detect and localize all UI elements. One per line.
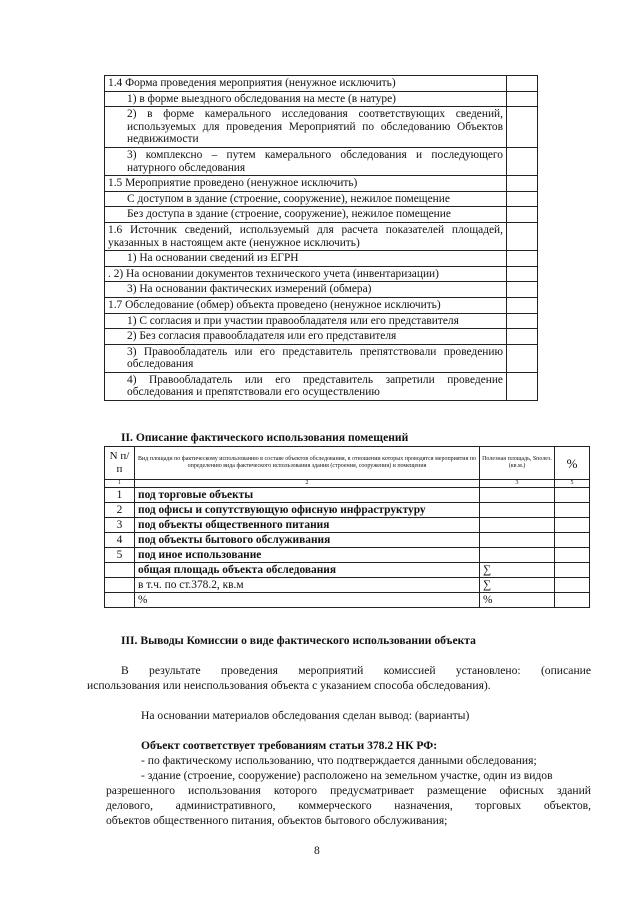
form-row xyxy=(105,176,538,192)
header-pct: % xyxy=(555,447,590,480)
section-3-title: III. Выводы Комиссии о виде фактического использовании объекта xyxy=(121,634,476,647)
form-row xyxy=(105,191,538,207)
form-row-text: 1.5 Мероприятие проведено (ненужное исключить) xyxy=(105,176,507,192)
usage-row xyxy=(105,503,590,518)
usage-row-label: под офисы и сопутствующую офисную инфраструктуру xyxy=(135,503,480,518)
form-row xyxy=(105,297,538,313)
usage-row xyxy=(105,548,590,563)
form-row-text: 1.4 Форма проведения мероприятия (ненужное исключить) xyxy=(105,76,507,92)
usage-row xyxy=(105,563,590,578)
usage-row-number: 3 xyxy=(105,518,135,533)
form-row-text: 2) Без согласия правообладателя или его представителя xyxy=(105,329,507,345)
section-2-title: II. Описание фактического использования помещений xyxy=(121,431,409,444)
usage-table-col-numbers xyxy=(105,480,590,488)
form-row-mark-cell xyxy=(507,266,538,282)
usage-row-area xyxy=(480,488,555,503)
para2: На основании материалов обследования сделан вывод: (варианты) xyxy=(141,709,470,722)
form-row-mark-cell xyxy=(507,222,538,250)
usage-row-number: 2 xyxy=(105,503,135,518)
usage-row-number xyxy=(105,563,135,578)
usage-table-header xyxy=(105,447,590,480)
form-row-mark-cell xyxy=(507,91,538,107)
form-row xyxy=(105,207,538,223)
form-row xyxy=(105,251,538,267)
form-row-text: Без доступа в здание (строение, сооружение), нежилое помещение xyxy=(105,207,507,223)
form-row-text: 1.6 Источник сведений, используемый для расчета показателей площадей, указанных в настоящем акте (ненужное исключить) xyxy=(105,222,507,250)
form-row-text: С доступом в здание (строение, сооружение), нежилое помещение xyxy=(105,191,507,207)
usage-row-label: под иное использование xyxy=(135,548,480,563)
usage-row-number: 5 xyxy=(105,548,135,563)
usage-row-pct xyxy=(555,563,590,578)
form-row xyxy=(105,344,538,372)
header-area: Полезная площадь, Sполез. (кв.м.) xyxy=(480,447,555,480)
usage-row-pct xyxy=(555,533,590,548)
usage-row-area xyxy=(480,533,555,548)
usage-row xyxy=(105,518,590,533)
form-row-mark-cell xyxy=(507,329,538,345)
col-number: 5 xyxy=(555,480,590,488)
bullet-1: - по фактическому использованию, что подтверждается данными обследования; xyxy=(141,754,537,767)
usage-row-pct xyxy=(555,593,590,608)
form-row xyxy=(105,147,538,175)
usage-row-number xyxy=(105,578,135,593)
bullet-2-line2: разрешенного использования которого предусматривает размещение офисных зданий xyxy=(106,784,591,797)
form-row-text: 3) комплексно – путем камерального обследования и последующего натурного обследования xyxy=(105,147,507,175)
form-row-text: 3) На основании фактических измерений (обмера) xyxy=(105,282,507,298)
form-row xyxy=(105,329,538,345)
form-row-mark-cell xyxy=(507,207,538,223)
col-number: 1 xyxy=(105,480,135,488)
form-row-mark-cell xyxy=(507,313,538,329)
form-row-mark-cell xyxy=(507,282,538,298)
usage-row-area xyxy=(480,518,555,533)
form-row xyxy=(105,313,538,329)
usage-row-label: под объекты бытового обслуживания xyxy=(135,533,480,548)
form-row xyxy=(105,107,538,148)
usage-row-label: под торговые объекты xyxy=(135,488,480,503)
para1-line1: В результате проведения мероприятий комиссией установлено: (описание xyxy=(121,664,591,677)
form-row xyxy=(105,282,538,298)
form-row-mark-cell xyxy=(507,76,538,92)
form-row-mark-cell xyxy=(507,297,538,313)
form-row-mark-cell xyxy=(507,176,538,192)
usage-row-pct xyxy=(555,548,590,563)
form-row xyxy=(105,222,538,250)
usage-row-label: под объекты общественного питания xyxy=(135,518,480,533)
form-row-text: 3) Правообладатель или его представитель препятствовали проведению обследования xyxy=(105,344,507,372)
usage-row xyxy=(105,578,590,593)
col-number: 2 xyxy=(135,480,480,488)
header-num: N п/п xyxy=(105,447,135,480)
usage-row-area: % xyxy=(480,593,555,608)
conclusion-title: Объект соответствует требованиям статьи 378.2 НК РФ: xyxy=(141,739,438,752)
form-row-text: 2) в форме камерального исследования соответствующих сведений, используемых для проведения Мероприятий по обследованию Объектов недвижимости xyxy=(105,107,507,148)
form-row-text: 4) Правообладатель или его представитель запретили проведение обследования и препятствовали его осуществлению xyxy=(105,372,507,400)
form-row xyxy=(105,372,538,400)
form-row-mark-cell xyxy=(507,191,538,207)
usage-row-pct xyxy=(555,578,590,593)
form-row-text: 1) С согласия и при участии правообладателя или его представителя xyxy=(105,313,507,329)
usage-row-pct xyxy=(555,518,590,533)
form-row xyxy=(105,91,538,107)
usage-row xyxy=(105,533,590,548)
usage-row-area: ∑ xyxy=(480,563,555,578)
acquisition-form-table xyxy=(104,75,538,401)
usage-table xyxy=(104,446,590,608)
form-row-mark-cell xyxy=(507,107,538,148)
form-row xyxy=(105,76,538,92)
bullet-2-line3: делового, административного, коммерческого назначения, торговых объектов, xyxy=(106,799,591,812)
form-row-text: . 2) На основании документов технического учета (инвентаризации) xyxy=(105,266,507,282)
usage-row-area: ∑ xyxy=(480,578,555,593)
usage-row-number: 1 xyxy=(105,488,135,503)
usage-row-number xyxy=(105,593,135,608)
usage-row-area xyxy=(480,548,555,563)
usage-row-pct xyxy=(555,503,590,518)
form-row-text: 1) в форме выездного обследования на месте (в натуре) xyxy=(105,91,507,107)
usage-row-area xyxy=(480,503,555,518)
header-desc: Вид площади по фактическому использованию в составе объектов обследования, в отношении которых проводятся мероприятия по определению вида фактического использования здания (строения, сооружения) и помещения xyxy=(135,447,480,480)
bullet-2-line4: объектов общественного питания, объектов бытового обслуживания; xyxy=(106,814,448,827)
form-row-text: 1) На основании сведений из ЕГРН xyxy=(105,251,507,267)
col-number: 3 xyxy=(480,480,555,488)
usage-row-number: 4 xyxy=(105,533,135,548)
usage-row xyxy=(105,593,590,608)
page-number: 8 xyxy=(314,844,320,857)
usage-row-pct xyxy=(555,488,590,503)
bullet-2-line1: - здание (строение, сооружение) расположено на земельном участке, один из видов xyxy=(141,769,553,782)
form-row xyxy=(105,266,538,282)
form-row-mark-cell xyxy=(507,147,538,175)
usage-row-label: в т.ч. по ст.378.2, кв.м xyxy=(135,578,480,593)
form-row-mark-cell xyxy=(507,251,538,267)
para1-line2: использования или неиспользования объекта с указанием способа обследования). xyxy=(87,679,491,692)
usage-row xyxy=(105,488,590,503)
usage-row-label: общая площадь объекта обследования xyxy=(135,563,480,578)
form-row-mark-cell xyxy=(507,344,538,372)
form-row-text: 1.7 Обследование (обмер) объекта проведено (ненужное исключить) xyxy=(105,297,507,313)
usage-row-label: % xyxy=(135,593,480,608)
form-row-mark-cell xyxy=(507,372,538,400)
